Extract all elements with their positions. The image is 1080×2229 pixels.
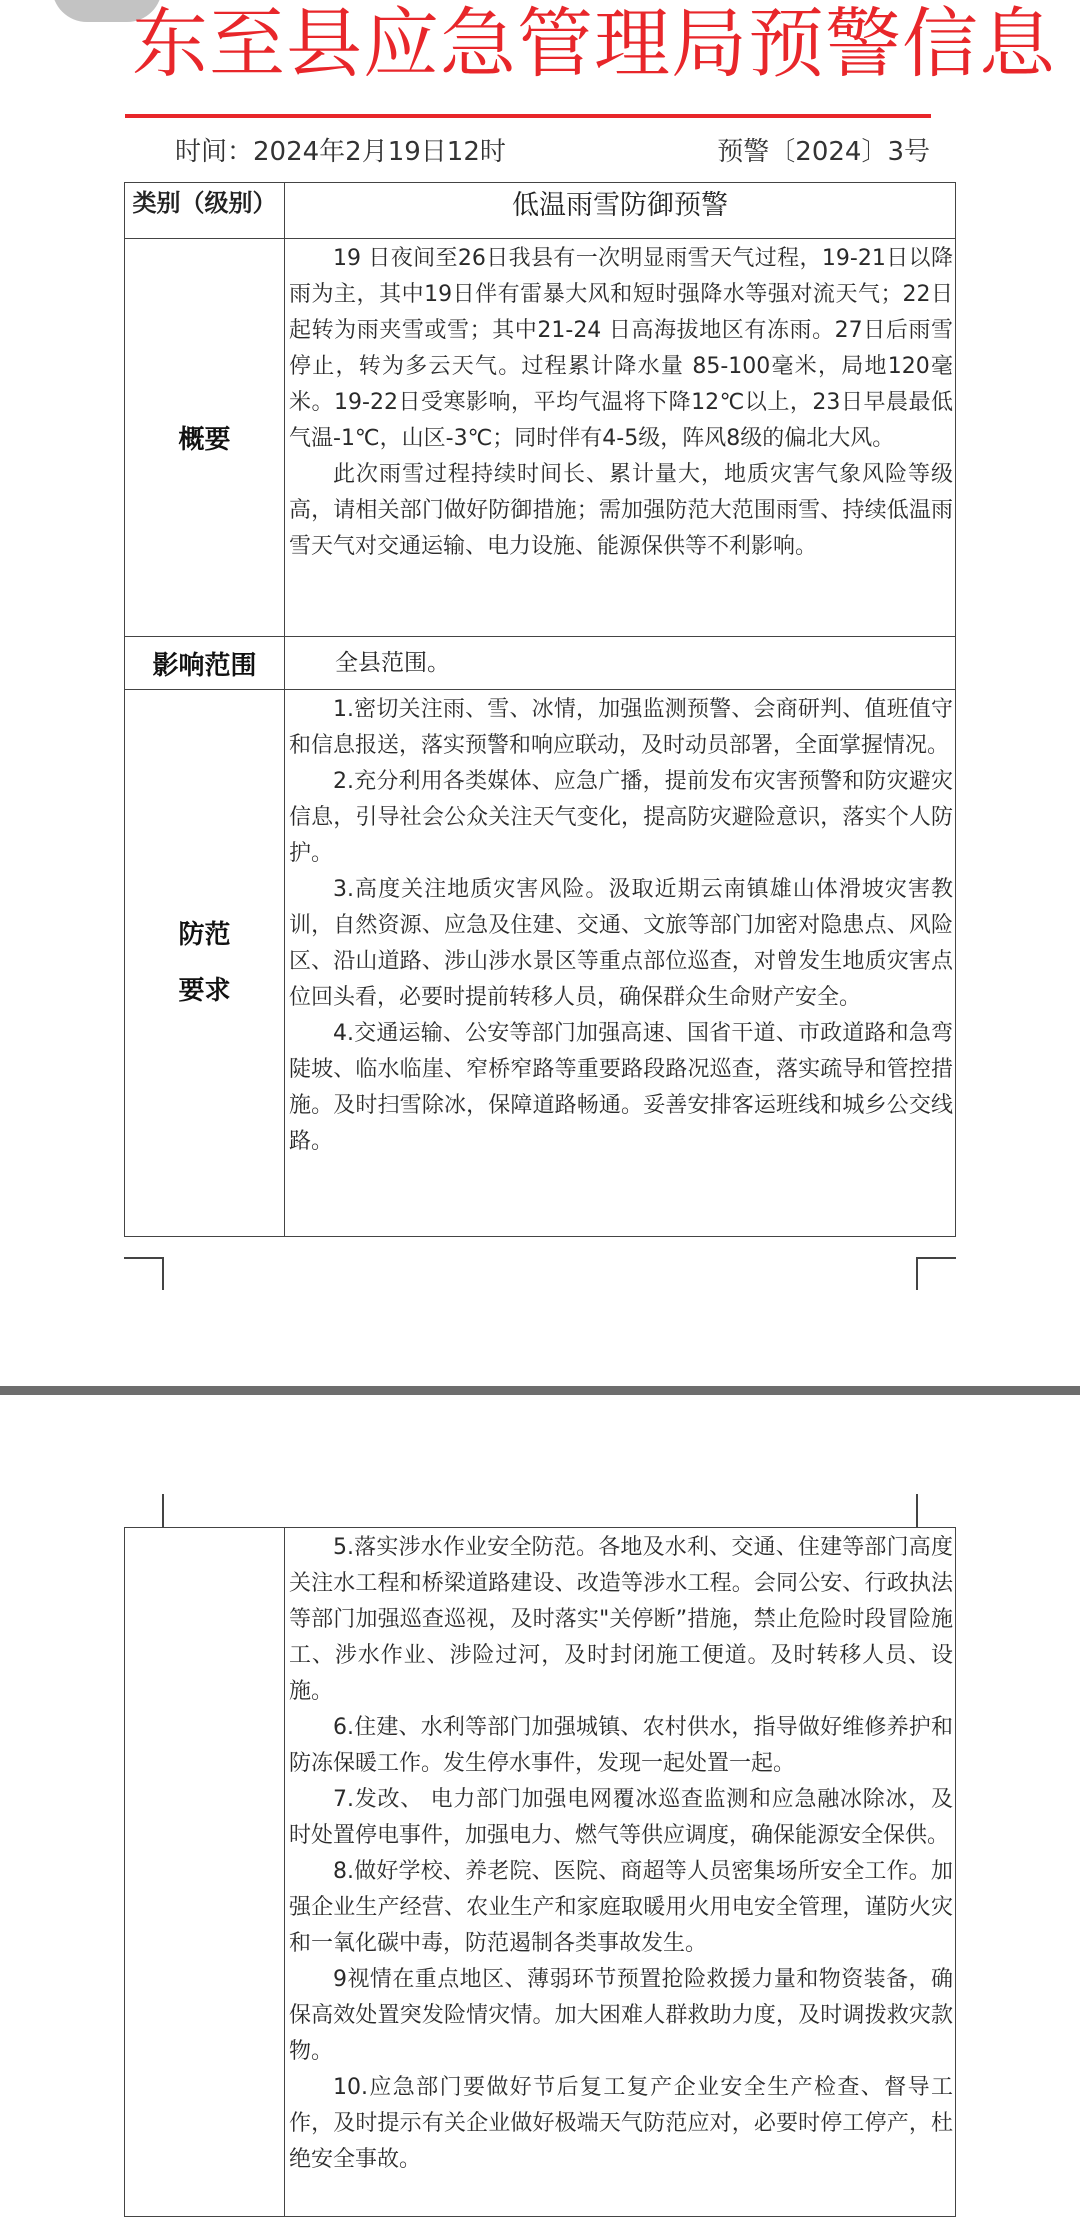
requirements-row-continued (125, 1528, 956, 2217)
overview-label: 概要 (125, 239, 285, 637)
overview-content (285, 239, 956, 637)
crop-mark (916, 1494, 918, 1527)
category-value: 低温雨雪防御预警 (285, 183, 956, 239)
requirement-item: 6.住建、水利等部门加强城镇、农村供水，指导做好维修养护和防冻保暖工作。发生停水事件，发现一起处置一起。 (289, 1715, 953, 1776)
overview-row (125, 239, 956, 637)
requirements-label-continued (125, 1528, 285, 2217)
crop-mark (162, 1257, 164, 1290)
crop-mark (916, 1257, 956, 1259)
requirement-item: 10.应急部门要做好节后复工复产企业安全生产检查、督导工作，及时提示有关企业做好极端天气防范应对，必要时停工停产，杜绝安全事故。 (289, 2075, 953, 2172)
requirement-item: 8.做好学校、养老院、医院、商超等人员密集场所安全工作。加强企业生产经营、农业生产和家庭取暖用火用电安全管理，谨防火灾和一氧化碳中毒，防范遏制各类事故发生。 (289, 1859, 953, 1956)
crop-mark (162, 1494, 164, 1527)
issue-time: 时间：2024年2月19日12时 (175, 137, 506, 167)
requirements-row (125, 690, 956, 1237)
requirements-label-line1: 防范 (178, 920, 231, 950)
page-separator (0, 1386, 1080, 1395)
overview-paragraph: 此次雨雪过程持续时间长、累计量大，地质灾害气象风险等级高，请相关部门做好防御措施；需加强防范大范围雨雪、持续低温雨雪天气对交通运输、电力设施、能源保供等不利影响。 (289, 462, 953, 559)
requirement-item: 2.充分利用各类媒体、应急广播，提前发布灾害预警和防灾避灾信息，引导社会公众关注天气变化，提高防灾避险意识，落实个人防护。 (289, 769, 953, 866)
requirements-content (285, 690, 956, 1237)
crop-mark (124, 1257, 164, 1259)
overview-paragraph: 19 日夜间至26日我县有一次明显雨雪天气过程，19-21日以降雨为主，其中19日伴有雷暴大风和短时强降水等强对流天气；22日起转为雨夹雪或雪；其中21-24 日高海拔地区有冻雨。27日后雨雪停止，转为多云天气。过程累计降水量 85-100毫米，局地120毫米。19-22日受寒影响，平均气温将下降12℃以上，23日早晨最低气温-1℃，山区-3℃；同时伴有4-5级，阵风8级的偏北大风。 (289, 246, 953, 451)
scope-row (125, 637, 956, 690)
title-divider (125, 114, 931, 118)
scope-value: 全县范围。 (335, 650, 450, 676)
category-row (125, 183, 956, 239)
requirement-item: 1.密切关注雨、雪、冰情，加强监测预警、会商研判、值班值守和信息报送，落实预警和响应联动，及时动员部署，全面掌握情况。 (289, 697, 953, 758)
requirement-item: 7.发改、 电力部门加强电网覆冰巡查监测和应急融冰除冰，及时处置停电事件，加强电力、燃气等供应调度，确保能源安全保供。 (289, 1787, 953, 1848)
scope-label: 影响范围 (125, 637, 285, 690)
requirement-item: 3.高度关注地质灾害风险。汲取近期云南镇雄山体滑坡灾害教训，自然资源、应急及住建、交通、文旅等部门加密对隐患点、风险区、沿山道路、涉山涉水景区等重点部位巡查，对曾发生地质灾害点位回头看，必要时提前转移人员，确保群众生命财产安全。 (289, 877, 953, 1010)
requirements-label-line2: 要求 (178, 976, 231, 1006)
warning-table-continued (124, 1527, 956, 2217)
category-label: 类别（级别） (125, 183, 285, 239)
requirement-item: 4.交通运输、公安等部门加强高速、国省干道、市政道路和急弯陡坡、临水临崖、窄桥窄路等重要路段路况巡查，落实疏导和管控措施。及时扫雪除冰，保障道路畅通。妥善安排客运班线和城乡公交线路。 (289, 1021, 953, 1154)
crop-mark (916, 1257, 918, 1290)
document-title: 东至县应急管理局预警信息 (132, 0, 1056, 88)
warning-table (124, 182, 956, 1237)
requirement-item: 9视情在重点地区、薄弱环节预置抢险救援力量和物资装备，确保高效处置突发险情灾情。加大困难人群救助力度，及时调拨救灾款物。 (289, 1967, 953, 2064)
requirements-label (125, 690, 285, 1237)
requirements-content-continued (285, 1528, 956, 2217)
requirement-item: 5.落实涉水作业安全防范。各地及水利、交通、住建等部门高度关注水工程和桥梁道路建设、改造等涉水工程。会同公安、行政执法等部门加强巡查巡视，及时落实"关停断”措施，禁止危险时段冒险施工、涉水作业、涉险过河，及时封闭施工便道。及时转移人员、设施。 (289, 1535, 953, 1704)
scope-content (285, 637, 956, 690)
document-number: 预警〔2024〕3号 (717, 137, 930, 167)
